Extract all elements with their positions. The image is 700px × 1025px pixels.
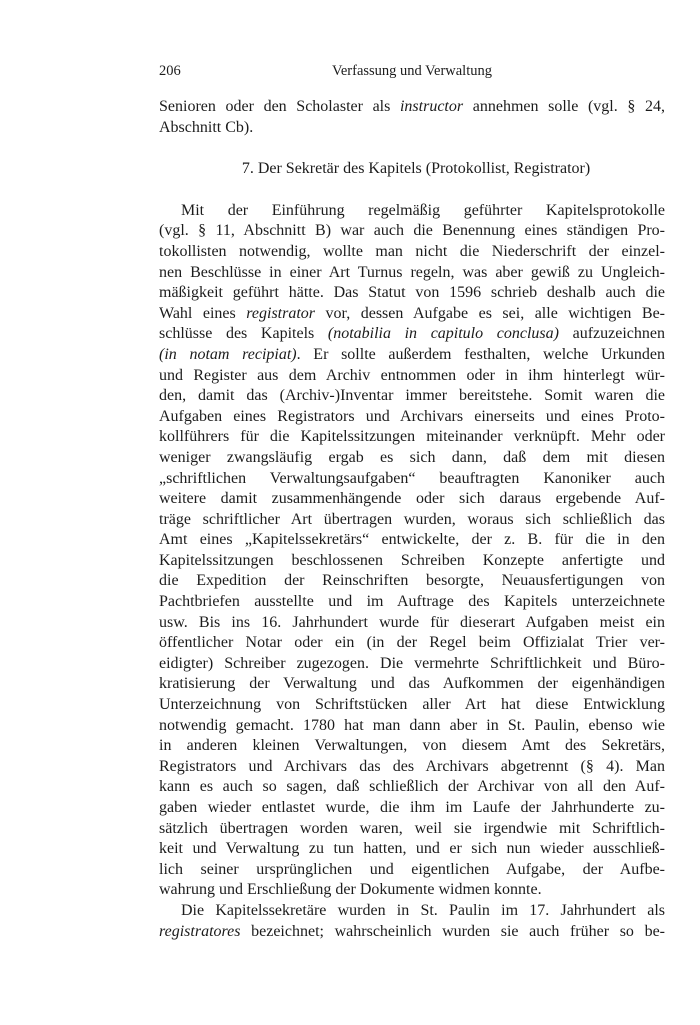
running-title: Verfassung und Verwaltung (331, 63, 492, 79)
text-line: Pachtbriefen ausstellte und im Auftrage des Kapitels unterzeichnete (159, 593, 665, 611)
text-line: Senioren oder den Scholaster als instructor annehmen solle (vgl. § 24, (159, 98, 666, 115)
text-line: registratores bezeichnet; wahrscheinlich wurden sie auch früher so be- (159, 922, 665, 940)
text-line: usw. Bis ins 16. Jahrhundert wurde für dieserart Aufgaben meist ein (159, 613, 665, 631)
text-line: sätzlich übertragen worden waren, weil sie irgendwie mit Schriftlich- (159, 819, 665, 837)
text-line: notwendig gemacht. 1780 hat man dann aber in St. Paulin, ebenso wie (159, 716, 665, 734)
text-line: gaben wieder entlastet wurde, die ihm im Laufe der Jahrhunderte zu- (159, 799, 665, 816)
carryover-paragraph (159, 97, 665, 138)
text-line: Kapitelssitzungen beschlossenen Schreiben Konzepte anfertigte und (159, 551, 665, 569)
page-number: 206 (159, 63, 181, 79)
text-line: lich seiner ursprünglichen und eigentlichen Aufgabe, der Aufbe- (159, 860, 665, 878)
paragraph-registratores (159, 901, 665, 942)
body-text (159, 97, 665, 942)
text-line: kann es auch so sagen, daß schließlich der Archivar von all den Auf- (159, 778, 665, 796)
text-line: in anderen kleinen Verwaltungen, von diesem Amt des Sekretärs, (159, 737, 665, 755)
page-header (159, 63, 665, 83)
text-line: Mit der Einführung regelmäßig geführter Kapitelsprotokolle (181, 201, 665, 219)
text-line: weniger zwangsläufig ergab es sich dann, daß dem mit diesen (159, 448, 665, 466)
text-line: öffentlicher Notar oder ein (in der Regel beim Offizialat Trier ver- (159, 634, 665, 652)
text-line: Wahl eines registrator vor, dessen Aufgabe es sei, alle wichtigen Be- (159, 304, 666, 322)
text-line: „schriftlichen Verwaltungsaufgaben“ beauftragten Kanoniker auch (159, 469, 665, 487)
text-line: Aufgaben eines Registrators und Archivars einerseits und eines Proto- (159, 407, 665, 425)
text-line: Unterzeichnung von Schriftstücken aller Art hat diese Entwicklung (159, 696, 665, 714)
text-line: kollführers für die Kapitelssitzungen miteinander verknüpft. Mehr oder (159, 428, 665, 446)
paragraph-secretary-origin (159, 201, 665, 901)
text-line: Abschnitt Cb). (159, 118, 254, 136)
text-line: den, damit das (Archiv-)Inventar immer bereitstehe. Somit waren die (159, 387, 665, 405)
text-line: Amt eines „Kapitelssekretärs“ entwickelte, der z. B. für die in den (159, 531, 665, 549)
text-line: mäßigkeit geführt hätte. Das Statut von 1596 schrieb deshalb auch die (159, 284, 665, 302)
text-line: nen Beschlüsse in einer Art Turnus regeln, was aber gewiß zu Ungleich- (159, 263, 665, 281)
text-line: Registrators und Archivars das des Archivars abgetrennt (§ 4). Man (159, 757, 665, 775)
text-line: tokollisten notwendig, wollte man nicht die Niederschrift der einzel- (159, 242, 665, 260)
text-line: und Register aus dem Archiv entnommen oder in ihm hinterlegt wür- (159, 366, 665, 384)
text-line: wahrung und Erschließung der Dokumente widmen konnte. (159, 881, 542, 899)
text-line: weitere damit zusammenhängende oder sich daraus ergebende Auf- (159, 490, 665, 508)
text-line: (vgl. § 11, Abschnitt B) war auch die Benennung eines ständigen Pro- (159, 222, 665, 240)
text-line: träge schriftlicher Art übertragen wurden, woraus sich schließlich das (159, 510, 665, 528)
section-heading: 7. Der Sekretär des Kapitels (Protokollist, Registrator) (241, 160, 591, 178)
text-line: die Expedition der Reinschriften besorgte, Neuausfertigungen von (159, 572, 665, 590)
text-line: kratisierung der Verwaltung und das Aufkommen der eigenhändigen (159, 675, 665, 693)
text-line: eidigter) Schreiber zugezogen. Die vermehrte Schriftlichkeit und Büro- (159, 654, 665, 672)
text-line: schlüsse des Kapitels (notabilia in capitulo conclusa) aufzuzeichnen (159, 325, 665, 343)
text-line: Die Kapitelssekretäre wurden in St. Paulin im 17. Jahrhundert als (181, 901, 665, 919)
text-line: keit und Verwaltung zu tun hatten, und er sich nun wieder ausschließ- (159, 840, 665, 858)
text-line: (in notam recipiat). Er sollte außerdem festhalten, welche Urkunden (159, 345, 665, 363)
